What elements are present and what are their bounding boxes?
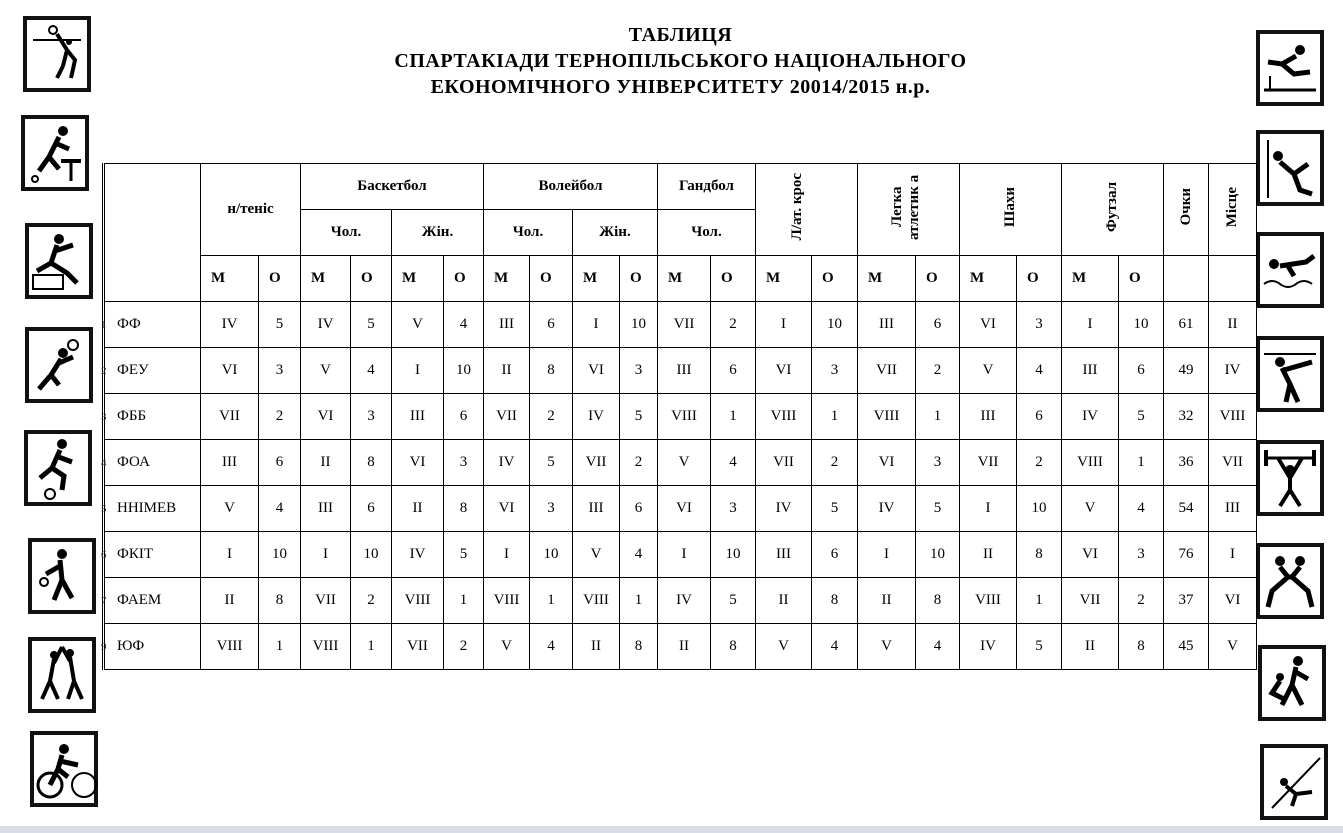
table-row xyxy=(105,532,1257,578)
volleyball-men-header: Чол. xyxy=(484,210,573,256)
faculty-name: ФББ xyxy=(117,408,147,424)
place-cell: IV xyxy=(658,578,711,624)
place-cell: III xyxy=(573,486,620,532)
final-place-cell: IV xyxy=(1209,348,1257,394)
place-subheader: М xyxy=(960,256,1017,302)
points-cell: 6 xyxy=(1119,348,1164,394)
points-subheader: О xyxy=(916,256,960,302)
place-cell: I xyxy=(1062,302,1119,348)
total-points-cell: 37 xyxy=(1164,578,1209,624)
points-cell: 4 xyxy=(1017,348,1062,394)
place-cell: VII xyxy=(1062,578,1119,624)
place-cell: III xyxy=(756,532,812,578)
place-cell: III xyxy=(484,302,530,348)
swimming-icon xyxy=(1256,232,1324,308)
row-number: 7 xyxy=(101,594,107,607)
place-cell: II xyxy=(573,624,620,670)
bottom-strip xyxy=(0,826,1343,833)
points-cell: 8 xyxy=(530,348,573,394)
points-cell: 8 xyxy=(916,578,960,624)
place-subheader: М xyxy=(201,256,259,302)
place-cell: VII xyxy=(301,578,351,624)
points-cell: 8 xyxy=(1017,532,1062,578)
place-cell: VII xyxy=(484,394,530,440)
place-cell: IV xyxy=(301,302,351,348)
place-cell: V xyxy=(756,624,812,670)
points-cell: 1 xyxy=(351,624,392,670)
points-cell: 6 xyxy=(444,394,484,440)
points-cell: 2 xyxy=(1017,440,1062,486)
place-cell: VI xyxy=(858,440,916,486)
points-cell: 4 xyxy=(916,624,960,670)
place-cell: VII xyxy=(201,394,259,440)
place-cell: I xyxy=(658,532,711,578)
points-cell: 1 xyxy=(444,578,484,624)
title-line-3: ЕКОНОМІЧНОГО УНІВЕРСИТЕТУ 20014/2015 н.р. xyxy=(430,76,931,98)
final-place-cell: VII xyxy=(1209,440,1257,486)
faculty-cell xyxy=(101,624,201,670)
results-body xyxy=(101,302,1257,670)
points-cell: 10 xyxy=(1119,302,1164,348)
points-cell: 2 xyxy=(1119,578,1164,624)
place-cell: VII xyxy=(573,440,620,486)
faculty-cell xyxy=(101,302,201,348)
place-subheader: М xyxy=(301,256,351,302)
results-table xyxy=(101,163,1257,670)
points-cell: 6 xyxy=(351,486,392,532)
table-row xyxy=(105,348,1257,394)
points-cell: 5 xyxy=(1119,394,1164,440)
points-cell: 5 xyxy=(1017,624,1062,670)
table-row xyxy=(105,578,1257,624)
shooting-icon xyxy=(1256,336,1324,412)
points-cell: 3 xyxy=(916,440,960,486)
hurdles-icon xyxy=(1256,30,1324,106)
place-subheader: М xyxy=(1062,256,1119,302)
football-icon xyxy=(24,430,92,506)
place-cell: I xyxy=(201,532,259,578)
basketball-header: Баскетбол xyxy=(301,164,484,210)
place-cell: VI xyxy=(573,348,620,394)
faculty-cell xyxy=(101,394,201,440)
volleyball-women-header: Жін. xyxy=(573,210,658,256)
place-cell: VI xyxy=(392,440,444,486)
points-cell: 4 xyxy=(620,532,658,578)
place-cell: VI xyxy=(658,486,711,532)
points-cell: 8 xyxy=(259,578,301,624)
place-cell: VIII xyxy=(392,578,444,624)
points-cell: 6 xyxy=(711,348,756,394)
row-number: 9 xyxy=(101,640,107,653)
row-number: 5 xyxy=(101,502,107,515)
place-cell: II xyxy=(1062,624,1119,670)
place-cell: II xyxy=(658,624,711,670)
faculty-name: ФКІТ xyxy=(117,546,154,562)
ski-jump-icon xyxy=(1260,744,1328,820)
place-cell: V xyxy=(301,348,351,394)
athletics-header: Легка атлетик а xyxy=(858,164,960,256)
place-cell: VIII xyxy=(858,394,916,440)
final-place-cell: II xyxy=(1209,302,1257,348)
place-cell: VIII xyxy=(573,578,620,624)
place-cell: IV xyxy=(1062,394,1119,440)
place-cell: VIII xyxy=(484,578,530,624)
table-row xyxy=(105,394,1257,440)
faculty-name: ФОА xyxy=(117,454,150,470)
place-header: Місце xyxy=(1209,164,1257,256)
place-cell: VIII xyxy=(1062,440,1119,486)
points-cell: 1 xyxy=(620,578,658,624)
place-cell: VI xyxy=(484,486,530,532)
points-cell: 1 xyxy=(530,578,573,624)
place-cell: II xyxy=(484,348,530,394)
place-cell: VIII xyxy=(756,394,812,440)
points-cell: 1 xyxy=(1119,440,1164,486)
volleyball-header: Волейбол xyxy=(484,164,658,210)
points-cell: 2 xyxy=(259,394,301,440)
row-number: 2 xyxy=(101,364,107,377)
volleyball-serve-icon xyxy=(28,538,96,614)
place-cell: II xyxy=(960,532,1017,578)
points-subheader: О xyxy=(530,256,573,302)
total-points-cell: 54 xyxy=(1164,486,1209,532)
place-cell: I xyxy=(858,532,916,578)
points-cell: 8 xyxy=(812,578,858,624)
volleyball-icon xyxy=(23,16,91,92)
place-cell: V xyxy=(484,624,530,670)
faculty-cell xyxy=(101,348,201,394)
points-cell: 5 xyxy=(916,486,960,532)
place-subheader: М xyxy=(658,256,711,302)
points-cell: 10 xyxy=(1017,486,1062,532)
points-cell: 2 xyxy=(916,348,960,394)
faculty-name: ФЕУ xyxy=(117,362,149,378)
points-cell: 10 xyxy=(444,348,484,394)
place-cell: V xyxy=(858,624,916,670)
points-cell: 1 xyxy=(711,394,756,440)
points-cell: 3 xyxy=(620,348,658,394)
row-number: 1 xyxy=(101,318,107,331)
points-cell: 3 xyxy=(351,394,392,440)
points-cell: 8 xyxy=(444,486,484,532)
faculty-cell xyxy=(101,578,201,624)
total-points-cell: 61 xyxy=(1164,302,1209,348)
table-row xyxy=(105,624,1257,670)
place-cell: I xyxy=(756,302,812,348)
weightlifting-icon xyxy=(1256,440,1324,516)
points-cell: 3 xyxy=(711,486,756,532)
points-cell: 6 xyxy=(530,302,573,348)
points-subheader: О xyxy=(620,256,658,302)
points-cell: 5 xyxy=(711,578,756,624)
points-cell: 5 xyxy=(259,302,301,348)
place-cell: II xyxy=(392,486,444,532)
tennis-header: н/теніс xyxy=(201,164,301,256)
points-cell: 2 xyxy=(620,440,658,486)
points-cell: 2 xyxy=(812,440,858,486)
place-cell: III xyxy=(960,394,1017,440)
points-cell: 6 xyxy=(259,440,301,486)
points-cell: 5 xyxy=(444,532,484,578)
points-cell: 4 xyxy=(444,302,484,348)
place-cell: IV xyxy=(484,440,530,486)
points-cell: 2 xyxy=(711,302,756,348)
place-cell: VI xyxy=(1062,532,1119,578)
row-number: 6 xyxy=(101,548,107,561)
cycling-icon xyxy=(30,731,98,807)
points-subheader: О xyxy=(259,256,301,302)
basketball-men-header: Чол. xyxy=(301,210,392,256)
handball-icon xyxy=(25,223,93,299)
empty-subheader xyxy=(1209,256,1257,302)
points-cell: 5 xyxy=(351,302,392,348)
total-points-cell: 36 xyxy=(1164,440,1209,486)
points-cell: 4 xyxy=(812,624,858,670)
points-cell: 10 xyxy=(259,532,301,578)
place-cell: VIII xyxy=(301,624,351,670)
points-cell: 10 xyxy=(351,532,392,578)
handball-header: Гандбол xyxy=(658,164,756,210)
place-cell: V xyxy=(201,486,259,532)
points-cell: 1 xyxy=(812,394,858,440)
place-cell: IV xyxy=(201,302,259,348)
place-subheader: М xyxy=(756,256,812,302)
points-cell: 6 xyxy=(916,302,960,348)
place-cell: VI xyxy=(201,348,259,394)
points-cell: 5 xyxy=(530,440,573,486)
futsal-header: Футзал xyxy=(1062,164,1164,256)
place-cell: III xyxy=(392,394,444,440)
points-cell: 3 xyxy=(1119,532,1164,578)
place-cell: III xyxy=(301,486,351,532)
faculty-name: ННІМЕВ xyxy=(117,500,177,516)
place-cell: I xyxy=(960,486,1017,532)
final-place-cell: VIII xyxy=(1209,394,1257,440)
title-line-2: СПАРТАКІАДИ ТЕРНОПІЛЬСЬКОГО НАЦІОНАЛЬНОГО xyxy=(394,50,967,72)
points-cell: 2 xyxy=(530,394,573,440)
handball-men-header: Чол. xyxy=(658,210,756,256)
place-cell: VI xyxy=(301,394,351,440)
faculty-cell xyxy=(101,532,201,578)
basketball-jump-icon xyxy=(28,637,96,713)
points-cell: 4 xyxy=(530,624,573,670)
place-cell: IV xyxy=(756,486,812,532)
place-cell: I xyxy=(301,532,351,578)
points-cell: 8 xyxy=(620,624,658,670)
points-cell: 10 xyxy=(916,532,960,578)
judo-icon xyxy=(1258,645,1326,721)
place-cell: VII xyxy=(658,302,711,348)
place-cell: III xyxy=(858,302,916,348)
final-place-cell: VI xyxy=(1209,578,1257,624)
points-subheader: О xyxy=(812,256,858,302)
points-subheader: О xyxy=(1017,256,1062,302)
table-row xyxy=(105,486,1257,532)
points-cell: 8 xyxy=(711,624,756,670)
points-cell: 1 xyxy=(259,624,301,670)
final-place-cell: III xyxy=(1209,486,1257,532)
points-cell: 4 xyxy=(711,440,756,486)
row-number: 4 xyxy=(101,456,107,469)
final-place-cell: I xyxy=(1209,532,1257,578)
place-cell: VII xyxy=(858,348,916,394)
points-cell: 2 xyxy=(444,624,484,670)
faculty-name: ЮФ xyxy=(117,638,145,654)
points-cell: 6 xyxy=(812,532,858,578)
place-cell: VI xyxy=(756,348,812,394)
place-cell: VIII xyxy=(960,578,1017,624)
high-jump-icon xyxy=(1256,130,1324,206)
table-tennis-icon xyxy=(21,115,89,191)
place-cell: IV xyxy=(858,486,916,532)
points-cell: 5 xyxy=(812,486,858,532)
place-subheader: М xyxy=(858,256,916,302)
points-cell: 1 xyxy=(916,394,960,440)
points-cell: 3 xyxy=(530,486,573,532)
basketball-icon xyxy=(25,327,93,403)
points-cell: 8 xyxy=(351,440,392,486)
points-cell: 10 xyxy=(711,532,756,578)
place-cell: V xyxy=(1062,486,1119,532)
points-cell: 2 xyxy=(351,578,392,624)
points-subheader: О xyxy=(1119,256,1164,302)
place-cell: II xyxy=(756,578,812,624)
points-subheader: О xyxy=(711,256,756,302)
place-cell: III xyxy=(1062,348,1119,394)
place-subheader: М xyxy=(573,256,620,302)
place-cell: III xyxy=(201,440,259,486)
place-cell: II xyxy=(858,578,916,624)
place-points-subheader-row xyxy=(105,256,1257,302)
points-cell: 4 xyxy=(259,486,301,532)
place-cell: II xyxy=(201,578,259,624)
points-cell: 8 xyxy=(1119,624,1164,670)
place-cell: I xyxy=(484,532,530,578)
empty-subheader xyxy=(1164,256,1209,302)
faculty-name: ФАЕМ xyxy=(117,592,162,608)
final-place-cell: V xyxy=(1209,624,1257,670)
place-cell: VII xyxy=(960,440,1017,486)
total-points-cell: 76 xyxy=(1164,532,1209,578)
points-cell: 6 xyxy=(1017,394,1062,440)
place-cell: I xyxy=(392,348,444,394)
chess-header: Шахи xyxy=(960,164,1062,256)
place-cell: V xyxy=(658,440,711,486)
points-cell: 6 xyxy=(620,486,658,532)
place-cell: IV xyxy=(392,532,444,578)
title-line-1: ТАБЛИЦЯ xyxy=(628,24,733,46)
points-cell: 4 xyxy=(351,348,392,394)
row-number: 3 xyxy=(101,410,107,423)
place-cell: I xyxy=(573,302,620,348)
points-header: Очки xyxy=(1164,164,1209,256)
total-points-cell: 49 xyxy=(1164,348,1209,394)
place-subheader: М xyxy=(392,256,444,302)
place-cell: VIII xyxy=(658,394,711,440)
wrestling-icon xyxy=(1256,543,1324,619)
place-cell: III xyxy=(658,348,711,394)
faculty-name: ФФ xyxy=(117,316,141,332)
points-cell: 3 xyxy=(444,440,484,486)
place-cell: IV xyxy=(960,624,1017,670)
place-subheader: М xyxy=(484,256,530,302)
place-cell: VII xyxy=(756,440,812,486)
points-cell: 3 xyxy=(812,348,858,394)
faculty-cell xyxy=(101,486,201,532)
points-cell: 10 xyxy=(812,302,858,348)
faculty-header xyxy=(105,164,201,302)
points-cell: 10 xyxy=(620,302,658,348)
points-cell: 4 xyxy=(1119,486,1164,532)
points-cell: 10 xyxy=(530,532,573,578)
place-cell: V xyxy=(392,302,444,348)
place-cell: V xyxy=(960,348,1017,394)
document-title xyxy=(0,22,1343,100)
place-cell: II xyxy=(301,440,351,486)
place-cell: VI xyxy=(960,302,1017,348)
total-points-cell: 45 xyxy=(1164,624,1209,670)
points-cell: 5 xyxy=(620,394,658,440)
place-cell: VIII xyxy=(201,624,259,670)
basketball-women-header: Жін. xyxy=(392,210,484,256)
total-points-cell: 32 xyxy=(1164,394,1209,440)
points-cell: 1 xyxy=(1017,578,1062,624)
place-cell: IV xyxy=(573,394,620,440)
cross-header: Л/ат. крос xyxy=(756,164,858,256)
points-cell: 3 xyxy=(1017,302,1062,348)
points-subheader: О xyxy=(444,256,484,302)
points-cell: 3 xyxy=(259,348,301,394)
place-cell: V xyxy=(573,532,620,578)
table-row xyxy=(105,302,1257,348)
points-subheader: О xyxy=(351,256,392,302)
faculty-cell xyxy=(101,440,201,486)
table-row xyxy=(105,440,1257,486)
place-cell: VII xyxy=(392,624,444,670)
